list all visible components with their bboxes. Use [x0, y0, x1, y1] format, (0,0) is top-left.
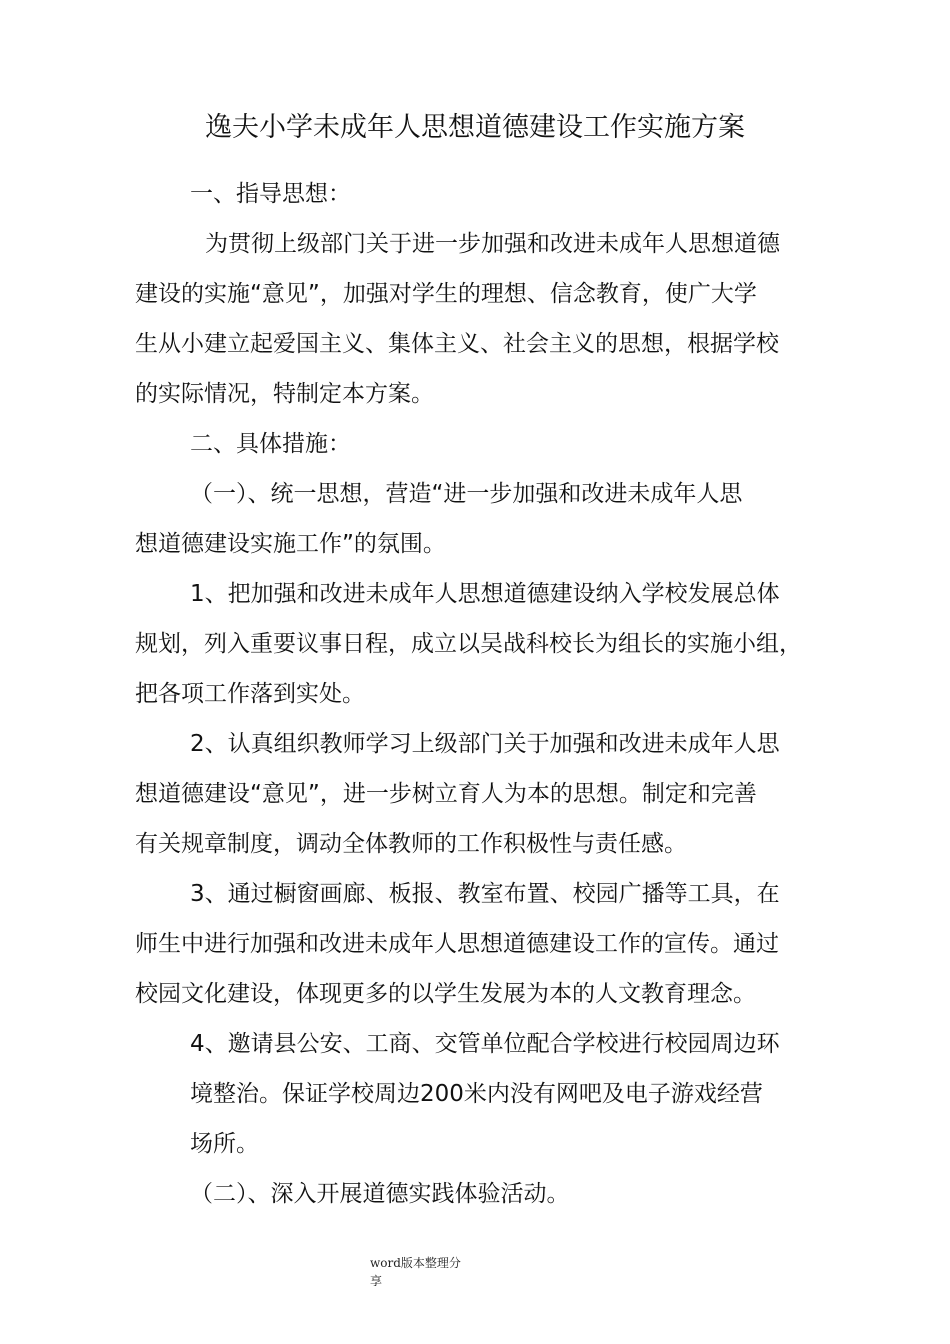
- list-item-2-line: 2、认真组织教师学习上级部门关于加强和改进未成年人思: [190, 731, 780, 757]
- document-title: 逸夫小学未成年人思想道德建设工作实施方案: [205, 112, 745, 143]
- list-item-2-line: 有关规章制度，调动全体教师的工作积极性与责任感。: [135, 831, 687, 857]
- paragraph-line: 为贯彻上级部门关于进一步加强和改进未成年人思想道德: [205, 231, 780, 257]
- list-item-4-line: 场所。: [190, 1131, 259, 1157]
- list-item-1-line: 把各项工作落到实处。: [135, 681, 365, 707]
- section-heading-measures: 二、具体措施：: [190, 431, 351, 457]
- paragraph-line: 想道德建设实施工作”的氛围。: [135, 531, 446, 557]
- footer-line: word版本整理分: [370, 1256, 461, 1270]
- list-item-1-line: 1、把加强和改进未成年人思想道德建设纳入学校发展总体: [190, 581, 780, 607]
- list-item-2-line: 想道德建设“意见”，进一步树立育人为本的思想。制定和完善: [135, 781, 757, 807]
- list-item-4-line: 4、邀请县公安、工商、交管单位配合学校进行校园周边环: [190, 1031, 780, 1057]
- subsection-heading: （二）、深入开展道德实践体验活动。: [190, 1181, 570, 1207]
- section-heading-guiding-thought: 一、指导思想：: [190, 181, 351, 207]
- footer-line: 享: [370, 1274, 383, 1288]
- page-footer: [370, 1254, 461, 1290]
- list-item-3-line: 校园文化建设，体现更多的以学生发展为本的人文教育理念。: [135, 981, 756, 1007]
- paragraph-line: 生从小建立起爱国主义、集体主义、社会主义的思想，根据学校: [135, 331, 779, 357]
- list-item-3-line: 师生中进行加强和改进未成年人思想道德建设工作的宣传。通过: [135, 931, 779, 957]
- subsection-heading: （一）、统一思想，营造“进一步加强和改进未成年人思: [190, 481, 743, 507]
- paragraph-line: 建设的实施“意见”，加强对学生的理想、信念教育，使广大学: [135, 281, 757, 307]
- paragraph-line: 的实际情况，特制定本方案。: [135, 381, 434, 407]
- list-item-1-line: 规划，列入重要议事日程，成立以吴战科校长为组长的实施小组，: [135, 631, 802, 657]
- list-item-4-line: 境整治。保证学校周边200米内没有网吧及电子游戏经营: [190, 1081, 763, 1107]
- list-item-3-line: 3、通过橱窗画廊、板报、教室布置、校园广播等工具，在: [190, 881, 780, 907]
